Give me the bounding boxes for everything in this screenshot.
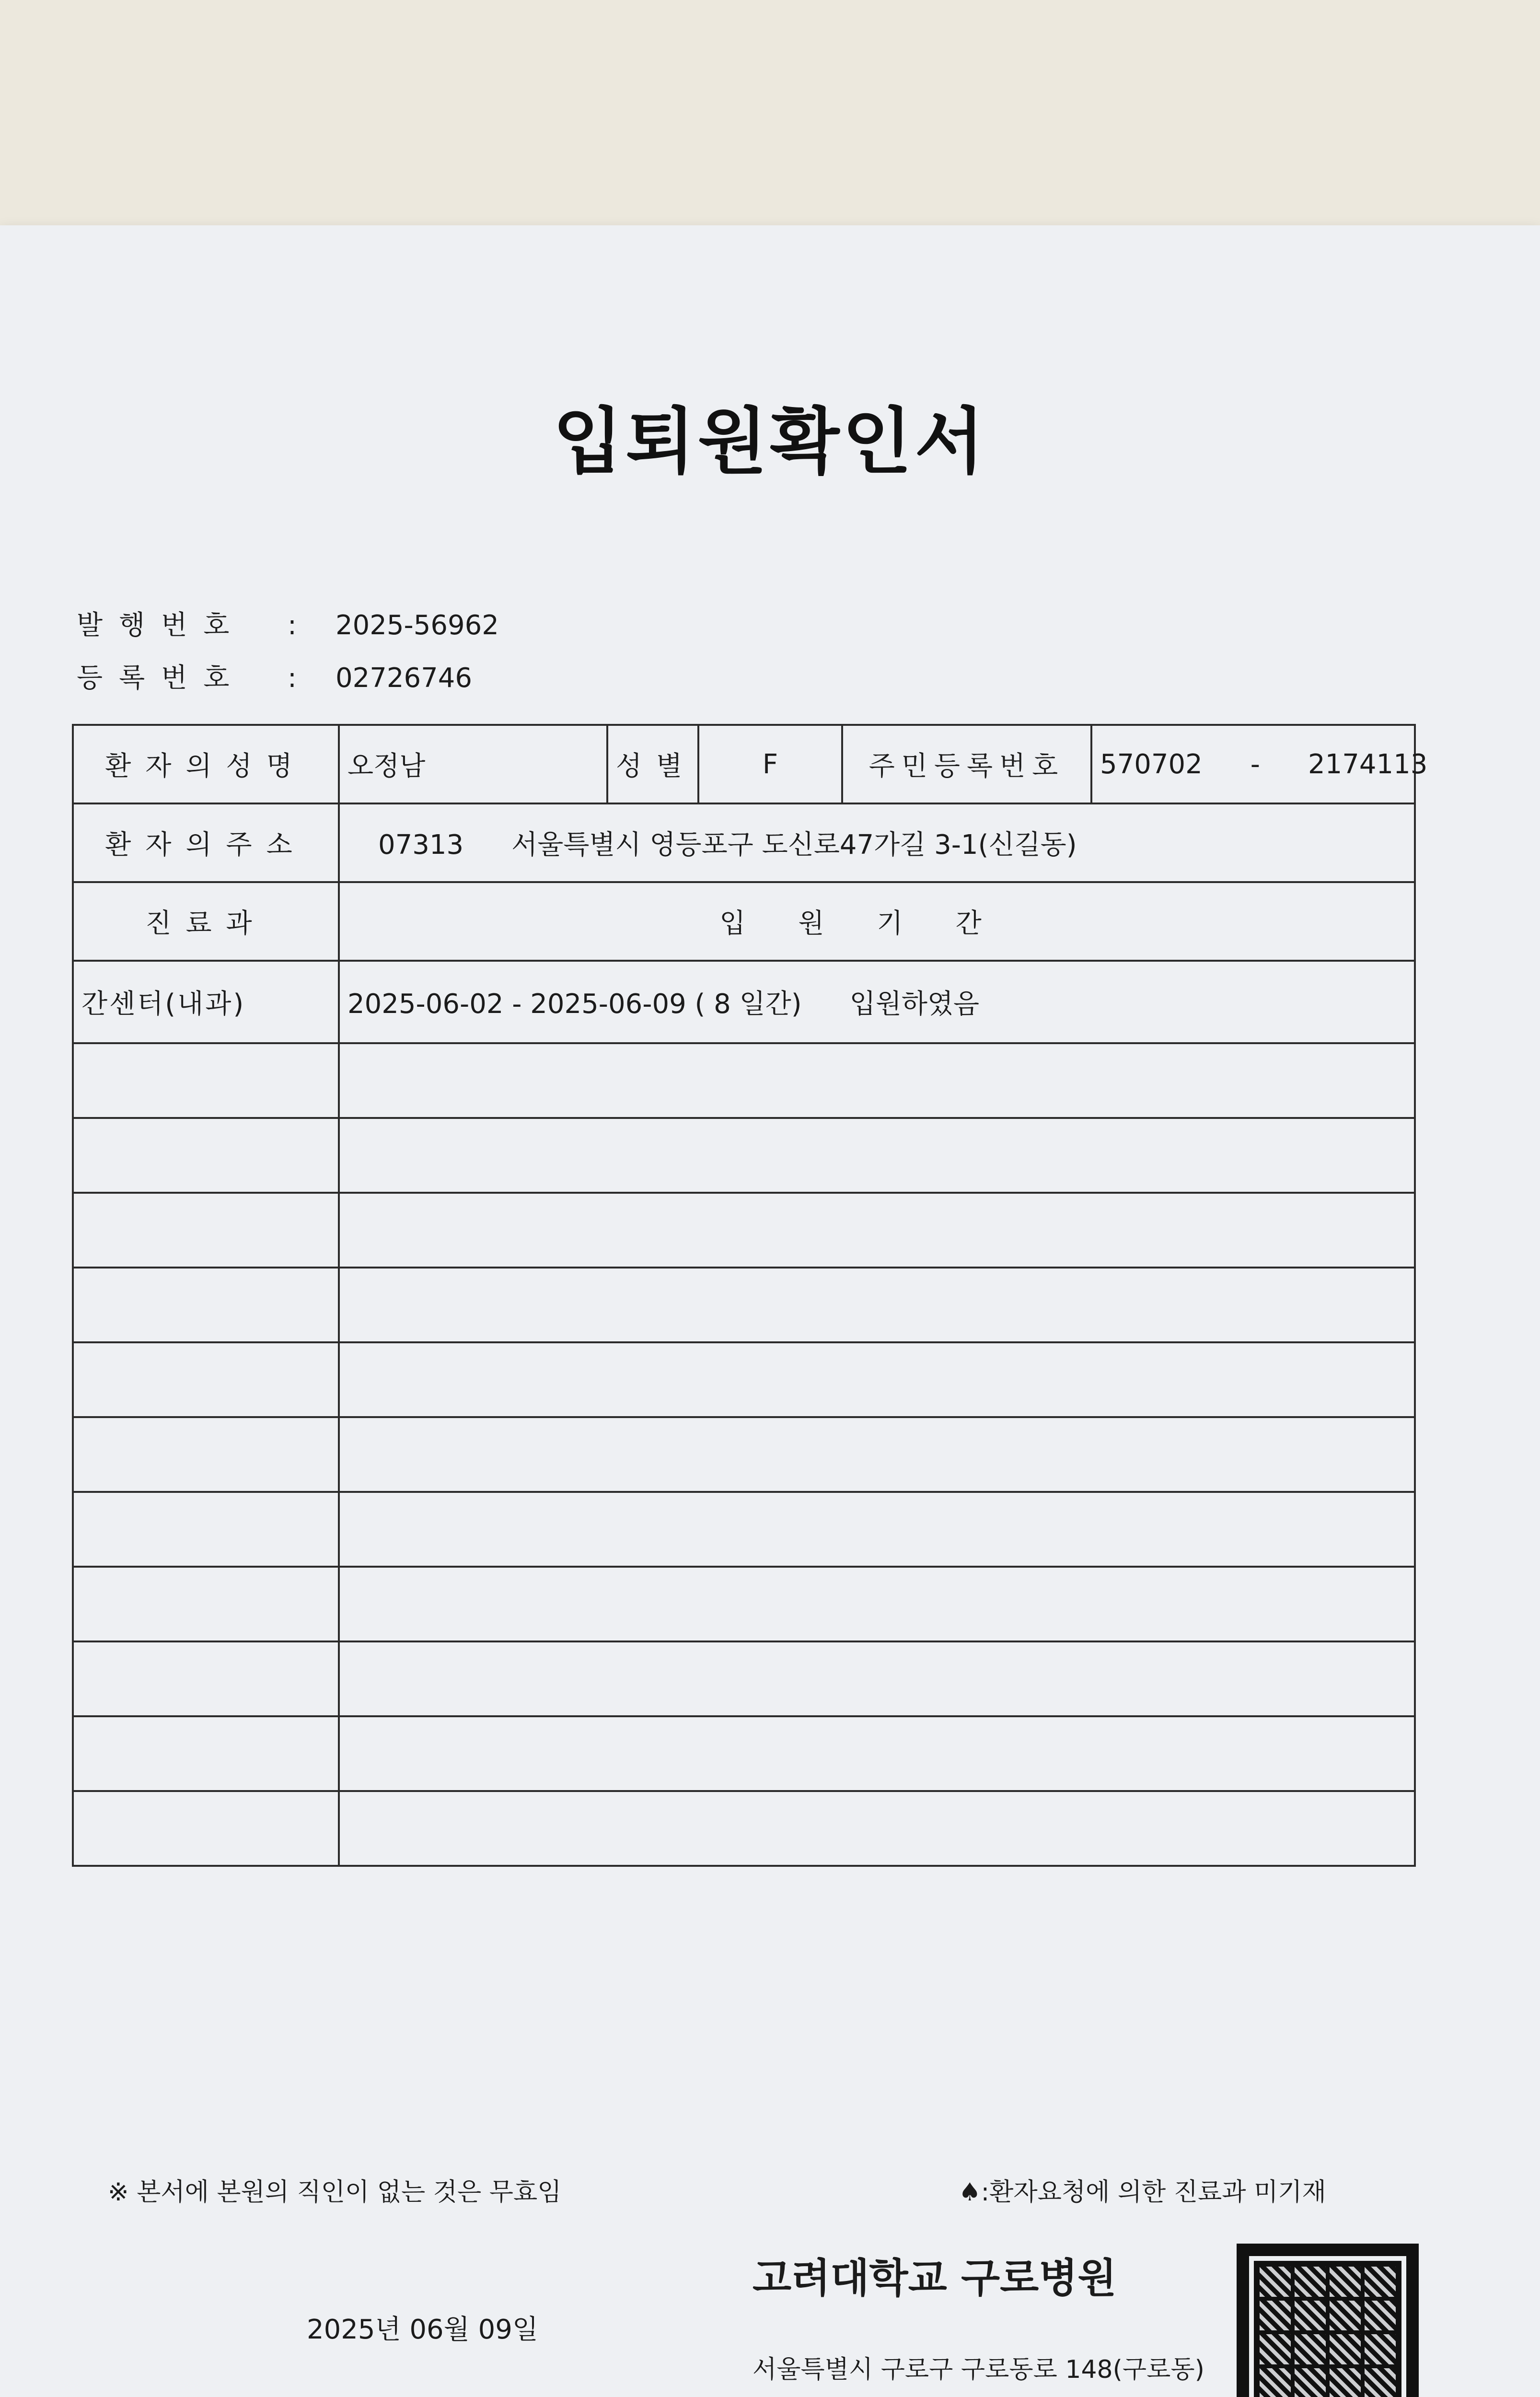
registration-number-label: 등록번호 <box>77 663 246 694</box>
empty-cell <box>73 1417 339 1492</box>
table-row <box>73 1043 1415 1118</box>
validity-note: ※ 본서에 본원의 직인이 없는 것은 무효임 <box>108 2178 562 2207</box>
document-title: 입퇴원확인서 <box>553 400 987 484</box>
empty-cell <box>73 1641 339 1716</box>
hospital-address: 서울특별시 구로구 구로동로 148(구로동) <box>753 2355 1204 2384</box>
empty-cell <box>339 1716 1415 1791</box>
table-row <box>73 1716 1415 1791</box>
issue-number-label: 발행번호 <box>77 610 246 641</box>
table-header-row <box>73 882 1415 961</box>
sex-label: 성별 <box>607 725 698 803</box>
rrn-front: 570702 <box>1100 748 1203 780</box>
table-row <box>73 1417 1415 1492</box>
table-row <box>73 1342 1415 1417</box>
admission-status: 입원하였음 <box>849 989 980 1020</box>
patient-name-label: 환자의성명 <box>73 725 339 803</box>
admission-table <box>72 724 1428 1867</box>
empty-cell <box>339 1641 1415 1716</box>
empty-cell <box>73 1043 339 1118</box>
department-note: ♠:환자요청에 의한 진료과 미기재 <box>959 2178 1326 2207</box>
table-row <box>73 1567 1415 1641</box>
official-seal-stamp <box>1237 2244 1419 2397</box>
empty-cell <box>339 1791 1415 1866</box>
empty-cell <box>339 1193 1415 1268</box>
document-paper <box>0 225 1540 2397</box>
empty-cell <box>73 1342 339 1417</box>
table-row <box>73 1118 1415 1193</box>
empty-cell <box>73 1791 339 1866</box>
table-row <box>73 1492 1415 1567</box>
empty-cell <box>339 1492 1415 1567</box>
empty-cell <box>339 1417 1415 1492</box>
empty-cell <box>73 1193 339 1268</box>
rrn-back: 2174113 <box>1308 748 1428 780</box>
issue-number-value: 2025-56962 <box>336 610 499 641</box>
table-row <box>73 961 1415 1043</box>
empty-cell <box>339 1118 1415 1193</box>
table-row <box>73 1193 1415 1268</box>
empty-cell <box>73 1268 339 1342</box>
patient-name-row <box>73 725 1415 803</box>
period-dates: 2025-06-02 - 2025-06-09 ( 8 일간) <box>347 989 802 1020</box>
issue-date: 2025년 06월 09일 <box>307 2314 538 2345</box>
period-value <box>339 961 1415 1043</box>
registration-number-value: 02726746 <box>336 663 473 694</box>
patient-name-value: 오정남 <box>339 725 607 803</box>
sex-value: F <box>698 725 842 803</box>
patient-address-value <box>339 803 1415 882</box>
empty-cell <box>73 1118 339 1193</box>
table-row <box>73 1641 1415 1716</box>
department-header: 진료과 <box>73 882 339 961</box>
table-row <box>73 1791 1415 1866</box>
period-header: 입원기간 <box>339 882 1415 961</box>
rrn-dash: - <box>1250 748 1260 780</box>
registration-number-row <box>77 657 472 695</box>
empty-cell <box>73 1492 339 1567</box>
address-text: 서울특별시 영등포구 도신로47가길 3-1(신길동) <box>511 829 1077 861</box>
patient-address-label: 환자의주소 <box>73 803 339 882</box>
empty-cell <box>73 1567 339 1641</box>
empty-cell <box>73 1716 339 1791</box>
empty-cell <box>339 1342 1415 1417</box>
empty-cell <box>339 1043 1415 1118</box>
postcode: 07313 <box>378 829 464 861</box>
rrn-label: 주민등록번호 <box>842 725 1091 803</box>
registration-number-colon: : <box>288 663 297 694</box>
issue-number-row <box>77 604 499 642</box>
patient-address-row <box>73 803 1415 882</box>
empty-cell <box>339 1268 1415 1342</box>
department-value: 간센터(내과) <box>73 961 339 1043</box>
issue-number-colon: : <box>288 610 297 641</box>
empty-cell <box>339 1567 1415 1641</box>
table-row <box>73 1268 1415 1342</box>
hospital-name: 고려대학교 구로병원 <box>753 2255 1117 2302</box>
rrn-value <box>1091 725 1428 803</box>
